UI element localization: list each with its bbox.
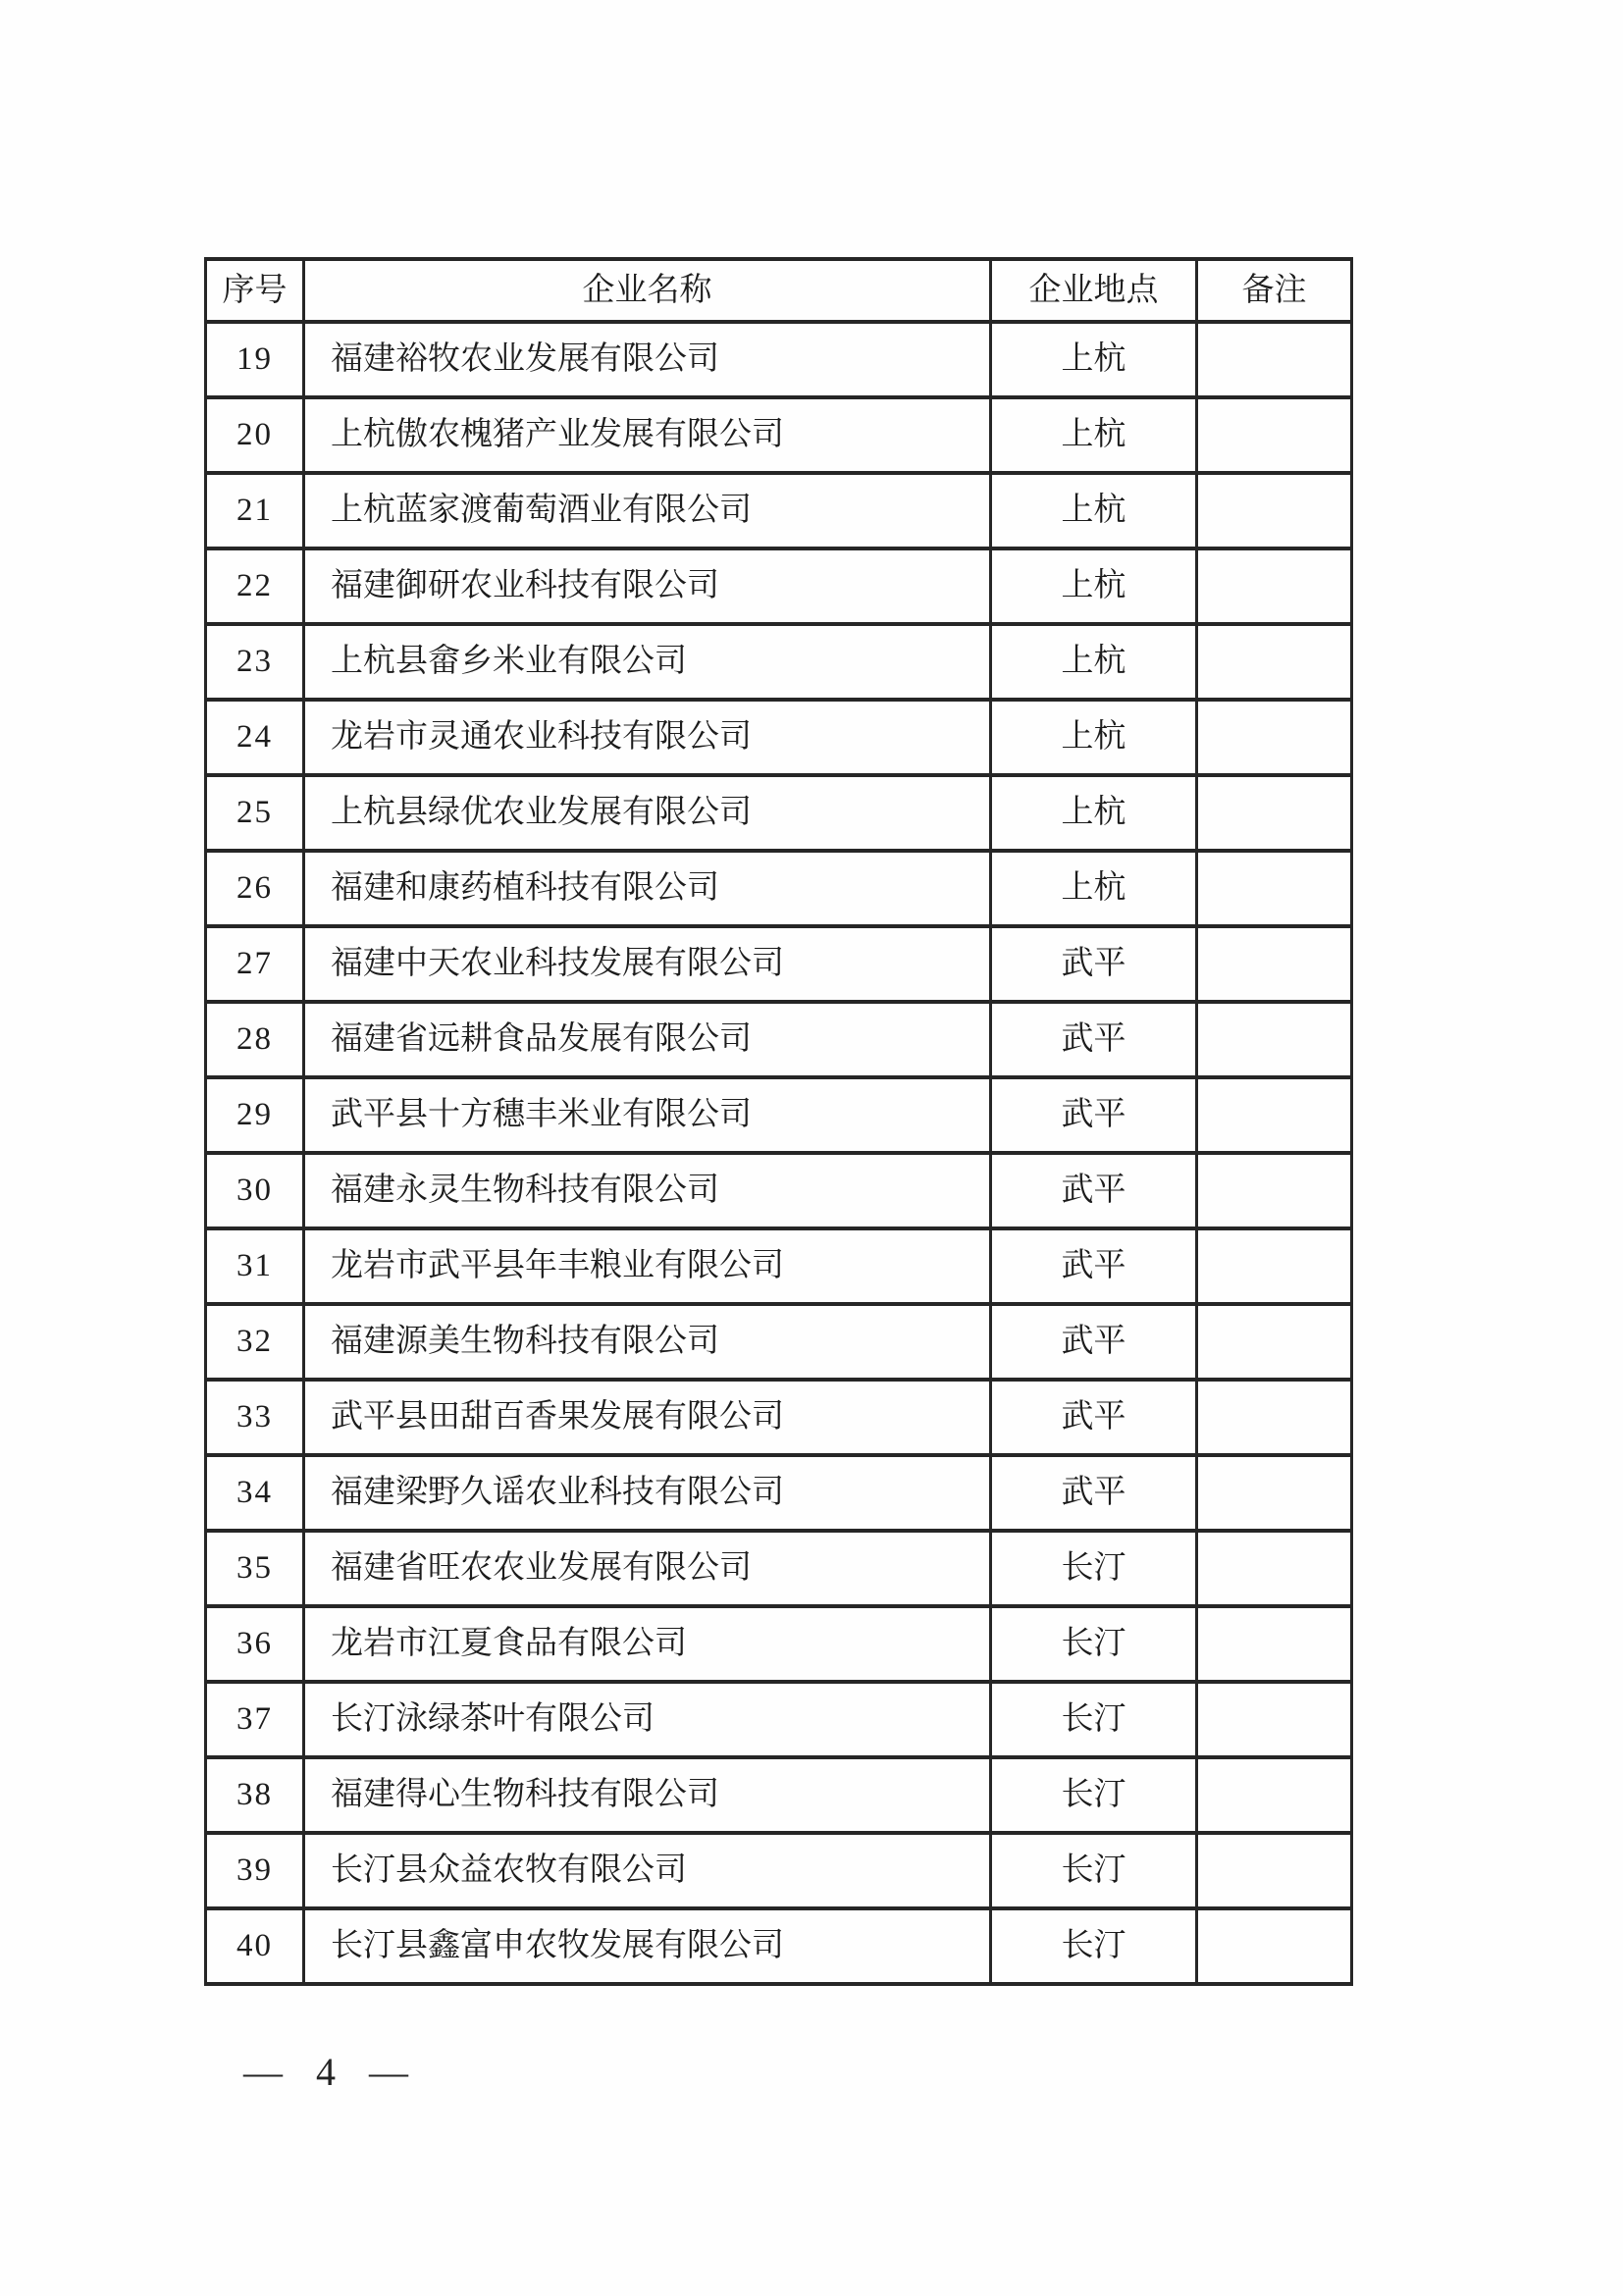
enterprise-name: 福建永灵生物科技有限公司 [304, 1153, 991, 1228]
enterprise-name: 龙岩市灵通农业科技有限公司 [304, 700, 991, 775]
page-number: — 4 — [243, 2050, 420, 2094]
enterprise-remark [1197, 851, 1352, 926]
enterprise-location: 武平 [991, 1153, 1197, 1228]
table-row [206, 1002, 1352, 1077]
enterprise-location: 武平 [991, 1002, 1197, 1077]
table-header-row [206, 259, 1352, 322]
table-row [206, 1606, 1352, 1682]
enterprise-name: 龙岩市武平县年丰粮业有限公司 [304, 1228, 991, 1304]
enterprise-remark [1197, 1153, 1352, 1228]
row-number: 22 [206, 548, 304, 624]
table-row [206, 1153, 1352, 1228]
table-row [206, 624, 1352, 700]
table-row [206, 1455, 1352, 1531]
table-row [206, 926, 1352, 1002]
row-number: 29 [206, 1077, 304, 1153]
enterprise-remark [1197, 1757, 1352, 1833]
enterprise-location: 上杭 [991, 397, 1197, 473]
col-header-no: 序号 [206, 259, 304, 322]
enterprise-name: 福建省远耕食品发展有限公司 [304, 1002, 991, 1077]
table-row [206, 1380, 1352, 1455]
enterprise-name: 上杭县畲乡米业有限公司 [304, 624, 991, 700]
row-number: 34 [206, 1455, 304, 1531]
table-row [206, 775, 1352, 851]
row-number: 32 [206, 1304, 304, 1380]
enterprise-remark [1197, 1682, 1352, 1757]
row-number: 23 [206, 624, 304, 700]
table-row [206, 1531, 1352, 1606]
enterprise-location: 长汀 [991, 1606, 1197, 1682]
enterprise-location: 上杭 [991, 548, 1197, 624]
enterprise-location: 上杭 [991, 473, 1197, 548]
table-row [206, 1228, 1352, 1304]
enterprise-location: 长汀 [991, 1682, 1197, 1757]
enterprise-name: 长汀泳绿茶叶有限公司 [304, 1682, 991, 1757]
enterprise-location: 上杭 [991, 700, 1197, 775]
enterprise-location: 武平 [991, 1304, 1197, 1380]
enterprise-table [204, 257, 1353, 1986]
enterprise-name: 长汀县众益农牧有限公司 [304, 1833, 991, 1908]
enterprise-remark [1197, 397, 1352, 473]
table-row [206, 1908, 1352, 1984]
enterprise-name: 龙岩市江夏食品有限公司 [304, 1606, 991, 1682]
table-body [206, 322, 1352, 1984]
table-row [206, 1757, 1352, 1833]
row-number: 37 [206, 1682, 304, 1757]
row-number: 21 [206, 473, 304, 548]
enterprise-name: 福建得心生物科技有限公司 [304, 1757, 991, 1833]
enterprise-name: 福建源美生物科技有限公司 [304, 1304, 991, 1380]
enterprise-remark [1197, 1077, 1352, 1153]
enterprise-remark [1197, 1833, 1352, 1908]
row-number: 20 [206, 397, 304, 473]
enterprise-remark [1197, 322, 1352, 397]
table-row [206, 1304, 1352, 1380]
enterprise-location: 武平 [991, 926, 1197, 1002]
enterprise-remark [1197, 1606, 1352, 1682]
enterprise-remark [1197, 775, 1352, 851]
col-header-remark: 备注 [1197, 259, 1352, 322]
table-row [206, 1833, 1352, 1908]
row-number: 40 [206, 1908, 304, 1984]
enterprise-location: 长汀 [991, 1833, 1197, 1908]
enterprise-remark [1197, 1455, 1352, 1531]
table-row [206, 397, 1352, 473]
col-header-location: 企业地点 [991, 259, 1197, 322]
row-number: 19 [206, 322, 304, 397]
row-number: 27 [206, 926, 304, 1002]
row-number: 39 [206, 1833, 304, 1908]
enterprise-remark [1197, 1380, 1352, 1455]
row-number: 38 [206, 1757, 304, 1833]
row-number: 33 [206, 1380, 304, 1455]
col-header-name: 企业名称 [304, 259, 991, 322]
table-row [206, 473, 1352, 548]
table-row [206, 322, 1352, 397]
enterprise-location: 长汀 [991, 1531, 1197, 1606]
enterprise-remark [1197, 624, 1352, 700]
enterprise-location: 长汀 [991, 1757, 1197, 1833]
enterprise-name: 武平县十方穗丰米业有限公司 [304, 1077, 991, 1153]
enterprise-location: 上杭 [991, 624, 1197, 700]
table-row [206, 548, 1352, 624]
enterprise-location: 武平 [991, 1455, 1197, 1531]
enterprise-name: 上杭蓝家渡葡萄酒业有限公司 [304, 473, 991, 548]
enterprise-location: 上杭 [991, 322, 1197, 397]
row-number: 26 [206, 851, 304, 926]
enterprise-remark [1197, 1908, 1352, 1984]
enterprise-name: 长汀县鑫富申农牧发展有限公司 [304, 1908, 991, 1984]
table-row [206, 700, 1352, 775]
row-number: 30 [206, 1153, 304, 1228]
enterprise-name: 福建和康药植科技有限公司 [304, 851, 991, 926]
row-number: 36 [206, 1606, 304, 1682]
row-number: 35 [206, 1531, 304, 1606]
row-number: 28 [206, 1002, 304, 1077]
enterprise-name: 上杭县绿优农业发展有限公司 [304, 775, 991, 851]
row-number: 24 [206, 700, 304, 775]
enterprise-remark [1197, 1531, 1352, 1606]
enterprise-location: 武平 [991, 1380, 1197, 1455]
table-row [206, 1682, 1352, 1757]
enterprise-remark [1197, 1002, 1352, 1077]
enterprise-remark [1197, 1304, 1352, 1380]
enterprise-remark [1197, 700, 1352, 775]
enterprise-name: 福建御研农业科技有限公司 [304, 548, 991, 624]
enterprise-name: 福建中天农业科技发展有限公司 [304, 926, 991, 1002]
table-row [206, 851, 1352, 926]
enterprise-location: 长汀 [991, 1908, 1197, 1984]
table-header [206, 259, 1352, 322]
enterprise-name: 福建裕牧农业发展有限公司 [304, 322, 991, 397]
enterprise-name: 上杭傲农槐猪产业发展有限公司 [304, 397, 991, 473]
row-number: 25 [206, 775, 304, 851]
enterprise-remark [1197, 473, 1352, 548]
enterprise-name: 福建梁野久谣农业科技有限公司 [304, 1455, 991, 1531]
enterprise-location: 上杭 [991, 775, 1197, 851]
enterprise-remark [1197, 926, 1352, 1002]
table-row [206, 1077, 1352, 1153]
enterprise-name: 武平县田甜百香果发展有限公司 [304, 1380, 991, 1455]
enterprise-location: 武平 [991, 1228, 1197, 1304]
enterprise-remark [1197, 1228, 1352, 1304]
enterprise-location: 武平 [991, 1077, 1197, 1153]
enterprise-name: 福建省旺农农业发展有限公司 [304, 1531, 991, 1606]
enterprise-remark [1197, 548, 1352, 624]
enterprise-location: 上杭 [991, 851, 1197, 926]
row-number: 31 [206, 1228, 304, 1304]
